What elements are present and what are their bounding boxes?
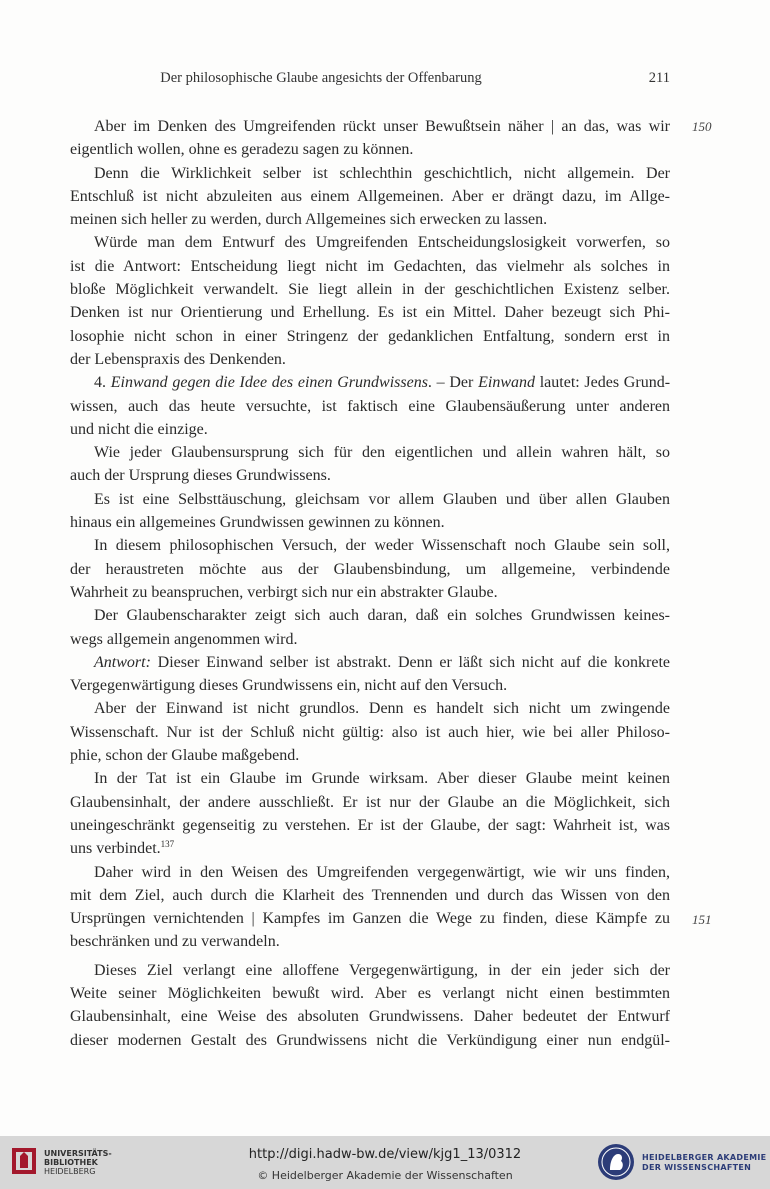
text-line: Glaubensinhalt, eine Weise des absoluten Grundwissens. Daher bedeutet der Entwurf: [70, 1008, 670, 1026]
text-line: Wahrheit zu beanspruchen, verbirgt sich nur ein abstrakter Glaube.: [70, 583, 498, 601]
text-line: meinen sich heller zu werden, durch Allgemeines sich erwecken zu lassen.: [70, 211, 548, 229]
text-line: Aber im Denken des Umgreifenden rückt unser Bewußtsein näher | an das, was wir: [94, 118, 670, 135]
paragraph: [70, 231, 670, 371]
section-title: Einwand gegen die Idee des einen Grundwissens: [110, 374, 428, 392]
text-line: Denken ist nur Orientierung und Erhellung. Es ist ein Mittel. Daher bezeugt sich Phi-: [70, 304, 670, 322]
copyright-notice: © Heidelberger Akademie der Wissenschaften: [257, 1169, 513, 1182]
paragraph: [70, 488, 670, 535]
running-title: Der philosophische Glaube angesichts der Offenbarung: [160, 70, 482, 86]
text-line: wegs allgemein angenommen wird.: [70, 630, 298, 648]
text-line: Wissenschaft. Nur ist der Schluß nicht gültig: also ist auch hier, wie bei aller Philoso-: [70, 723, 670, 741]
text-run: lautet: Jedes Grund-: [539, 374, 671, 392]
margin-page-marker: 150: [692, 119, 712, 134]
emphasis: Einwand: [478, 374, 535, 392]
academy-name-line: HEIDELBERGER AKADEMIE: [642, 1153, 767, 1162]
library-name-line: UNIVERSITÄTS-: [44, 1149, 112, 1158]
paragraph: [70, 651, 670, 698]
library-name-line: BIBLIOTHEK: [44, 1158, 98, 1167]
text-line: Der Glaubenscharakter zeigt sich auch daran, daß ein solches Grundwissen keines-: [94, 607, 670, 625]
text-line: ist die Antwort: Entscheidung liegt nicht im Gedachten, das vielmehr als solches in: [70, 257, 670, 275]
paragraph: [70, 371, 670, 441]
text-line: eigentlich wollen, ohne es geradezu sagen zu können.: [70, 141, 414, 159]
text-line: losophie nicht schon in einer Stringenz der gedanklichen Entfaltung, sondern erst in: [70, 327, 670, 345]
permalink-url[interactable]: http://digi.hadw-bw.de/view/kjg1_13/0312: [248, 1147, 522, 1162]
text-line: beschränken und zu verwandeln.: [70, 933, 280, 951]
paragraph: [70, 534, 670, 604]
text-line: der heraustreten möchte aus der Glaubensbindung, um allgemeine, verbindende: [70, 560, 670, 578]
page-number: 211: [648, 70, 670, 86]
text-line: Denn die Wirklichkeit selber ist schlechthin geschichtlich, nicht allgemein. Der: [94, 164, 670, 182]
text-line: Würde man dem Entwurf des Umgreifenden Entscheidungslosigkeit vorwerfen, so: [94, 234, 670, 252]
emphasis: Antwort:: [94, 653, 151, 671]
text-line: Weite seiner Möglichkeiten bewußt wird. Aber es verlangt nicht einen bestimmten: [70, 984, 670, 1002]
text-run: Dieser Einwand selber ist abstrakt. Denn er läßt sich nicht auf die konkrete: [157, 653, 670, 671]
text-line: und nicht die einzige.: [70, 420, 208, 438]
text-line: Ursprüngen vernichtenden | Kampfes im Ganzen die Wege zu finden, diese Kämpfe zu: [70, 910, 670, 928]
text-line: wissen, auch das heute versuchte, ist faktisch eine Glaubensäußerung unter anderen: [70, 397, 670, 415]
text-line: hinaus ein allgemeines Grundwissen gewinnen zu können.: [70, 514, 445, 532]
text-run: . – Der: [427, 374, 474, 392]
text-line: der Lebenspraxis des Denkenden.: [70, 350, 286, 368]
text-line: bloße Möglichkeit verwandelt. Sie liegt allein in der geschichtlichen Existenz selber.: [70, 281, 670, 299]
paragraph: [70, 697, 670, 767]
paragraph: [70, 441, 670, 488]
text-run: uns verbindet.: [70, 840, 161, 858]
academy-name-line: DER WISSENSCHAFTEN: [642, 1163, 752, 1172]
viewer-footer-bar: [0, 1136, 770, 1189]
paragraph: [70, 767, 670, 860]
text-line: phie, schon der Glaube maßgebend.: [70, 747, 300, 765]
paragraph: [70, 959, 670, 1052]
academy-name: [642, 1153, 766, 1173]
body-text: [70, 115, 670, 1052]
text-line: In der Tat ist ein Glaube im Grunde wirksam. Aber dieser Glaube meint keinen: [94, 770, 670, 788]
text-line: Dieses Ziel verlangt eine alloffene Vergegenwärtigung, in der ein jeder sich der: [94, 961, 670, 979]
paragraph: [70, 861, 670, 954]
academy-seal-icon[interactable]: [596, 1142, 636, 1182]
paragraph: [70, 162, 670, 232]
text-line: uneingeschränkt gegenseitig zu verstehen. Er ist der Glaube, der sagt: Wahrheit ist, was: [70, 816, 670, 834]
footnote-marker: 137: [160, 839, 175, 850]
margin-page-marker: 151: [692, 912, 712, 927]
text-line: [70, 837, 670, 860]
text-line: auch der Ursprung dieses Grundwissens.: [70, 467, 331, 485]
text-line: [70, 371, 670, 394]
paragraph: [70, 115, 670, 162]
section-number: 4.: [94, 374, 106, 392]
text-line: Aber der Einwand ist nicht grundlos. Denn es handelt sich nicht um zwingende: [94, 700, 670, 718]
text-line: Vergegenwärtigung dieses Grundwissens ein, nicht auf den Versuch.: [70, 677, 508, 695]
text-line: [70, 651, 670, 674]
text-line: mit dem Ziel, auch durch die Klarheit des Trennenden und durch das Wissen von den: [70, 886, 670, 904]
text-line: dieser modernen Gestalt des Grundwissens nicht die Verkündigung einer nun endgül-: [70, 1031, 670, 1049]
text-line: In diesem philosophischen Versuch, der weder Wissenschaft noch Glaube sein soll,: [94, 537, 670, 555]
text-line: Glaubensinhalt, der andere ausschließt. Er ist nur der Glaube an die Möglichkeit, sich: [70, 793, 670, 811]
text-line: Entschluß ist nicht abzuleiten aus einem Allgemeinen. Aber er drängt dazu, im Allge-: [70, 187, 670, 205]
text-line: Daher wird in den Weisen des Umgreifenden vergegenwärtigt, wie wir uns finden,: [94, 863, 670, 881]
text-line: Es ist eine Selbsttäuschung, gleichsam vor allem Glauben und über allen Glauben: [94, 490, 670, 508]
library-name-line: HEIDELBERG: [44, 1167, 96, 1176]
paragraph: [70, 604, 670, 651]
text-line: Wie jeder Glaubensursprung sich für den eigentlichen und allein wahren hält, so: [94, 444, 670, 462]
